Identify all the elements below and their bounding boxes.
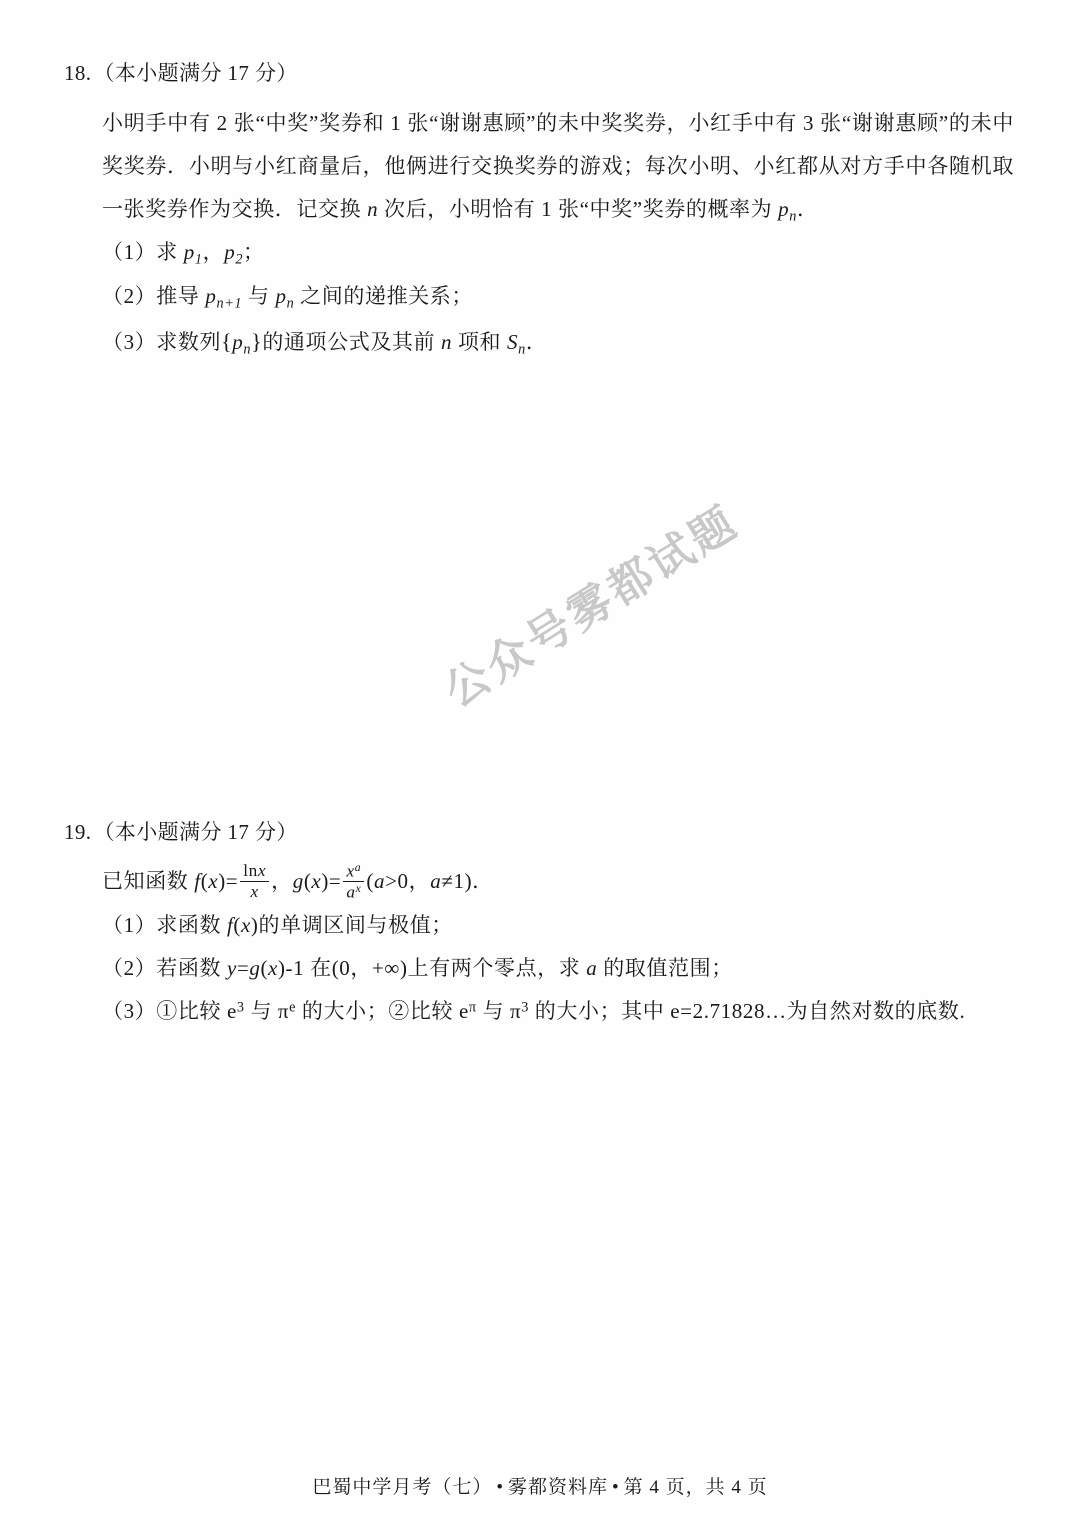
question-18-heading [64, 58, 1014, 90]
page-content [64, 58, 1014, 1033]
footer-library: 雾都资料库 [507, 1477, 608, 1498]
question-19-part-1: （1）求函数 f(x)的单调区间与极值； [102, 913, 453, 938]
question-18-part-1: （1）求 $p_1$，$p_2$； [102, 240, 265, 268]
question-19-part-2: （2）若函数 y=g(x)-1 在(0，+∞)上有两个零点，求 a 的取值范围； [102, 956, 733, 981]
page-footer [0, 1472, 1080, 1499]
blank-answer-space-18 [64, 365, 1014, 817]
watermark: 公众号雾都试题 [435, 496, 748, 718]
question-18 [64, 58, 1014, 365]
question-19-body-text: 已知函数 f(x)= $\frac{\ln x}{x}$ ，g(x)= $\frac{x^a}{a^x}$ (a>0，a≠1)． [102, 860, 494, 902]
question-19-title: （本小题满分 17 分） [93, 819, 298, 844]
question-19-number: 19. [64, 819, 92, 844]
question-18-number: 18. [64, 61, 92, 85]
question-18-part-3: （3）求数列$\{p_n\}$的通项公式及其前 n 项和 $S_n$． [102, 329, 548, 358]
question-19-body [64, 860, 1014, 904]
question-18-part-2: （2）推导 $p_{n+1}$ 与 $p_n$ 之间的递推关系； [102, 284, 473, 312]
question-19-heading [64, 817, 1014, 849]
question-18-body [64, 102, 1014, 232]
footer-school: 巴蜀中学月考（七） [312, 1477, 493, 1498]
footer-separator-2: • [612, 1477, 620, 1498]
question-19-part-3: （3）①比较 $e^3$ 与 $\pi^e$ 的大小；②比较 $e^\pi$ 与 $\pi^3$ 的大小；其中 e=2.71828…为自然对数的底数. [102, 999, 966, 1024]
footer-page-number: 第 4 页，共 4 页 [623, 1477, 768, 1498]
question-19 [64, 817, 1014, 1033]
question-18-body-text: 小明手中有 2 张“中奖”奖券和 1 张“谢谢惠顾”的未中奖奖券，小红手中有 3 张“谢谢惠顾”的未中奖奖券．小明与小红商量后，他俩进行交换奖券的游戏；每次小明、小红都从对方手中各随机取一张奖券作为交换．记交换 n 次后，小明恰有 1 张“中奖”奖券的概率为 $p_n$． [102, 110, 1014, 225]
question-18-title: （本小题满分 17 分） [93, 61, 298, 85]
footer-separator-1: • [496, 1477, 504, 1498]
